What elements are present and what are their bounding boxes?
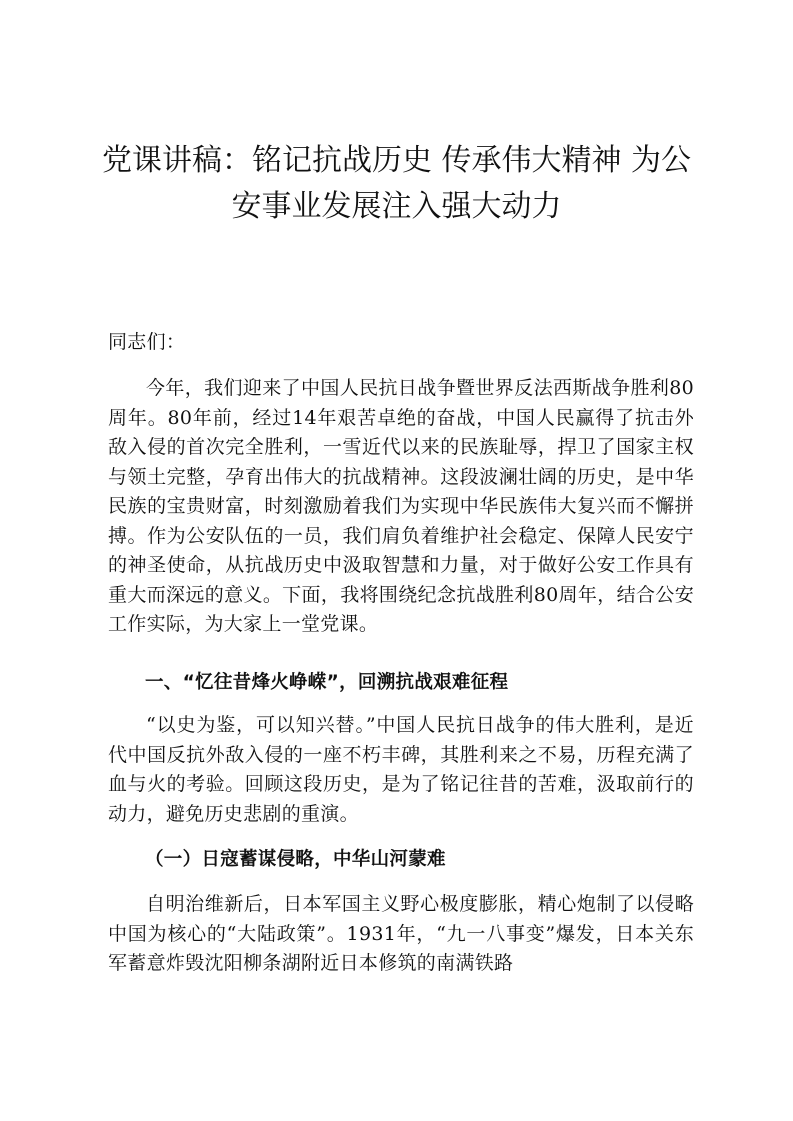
salutation: 同志们：: [108, 331, 186, 353]
intro-paragraph: 今年，我们迎来了中国人民抗日战争暨世界反法西斯战争胜利80周年。80年前，经过14年艰苦卓绝的奋战，中国人民赢得了抗击外敌入侵的首次完全胜利，一雪近代以来的民族耻辱，捍卫了国家主权与领土完整，孕育出伟大的抗战精神。这段波澜壮阔的历史，是中华民族的宝贵财富，时刻激励着我们为实现中华民族伟大复兴而不懈拼搏。作为公安队伍的一员，我们肩负着维护社会稳定、保障人民安宁的神圣使命，从抗战历史中汲取智慧和力量，对于做好公安工作具有重大而深远的意义。下面，我将围绕纪念抗战胜利80周年，结合公安工作实际，为大家上一堂党课。: [108, 377, 694, 635]
section-1-paragraph: “以史为鉴，可以知兴替。”中国人民抗日战争的伟大胜利，是近代中国反抗外敌入侵的一座不朽丰碑，其胜利来之不易，历程充满了血与火的考验。回顾这段历史，是为了铭记往昔的苦难，汲取前行的动力，避免历史悲剧的重演。: [108, 714, 694, 825]
document-title: 党课讲稿：铭记抗战历史 传承伟大精神 为公安事业发展注入强大动力: [101, 143, 692, 224]
subsection-1-heading: （一）日寇蓄谋侵略，中华山河蒙难: [145, 849, 446, 870]
section-1-heading: 一、“忆往昔烽火峥嵘”，回溯抗战艰难征程: [145, 672, 509, 693]
subsection-1-paragraph: 自明治维新后，日本军国主义野心极度膨胀，精心炮制了以侵略中国为核心的“大陆政策”。1931年，“九一八事变”爆发，日本关东军蓄意炸毁沈阳柳条湖附近日本修筑的南满铁路: [108, 893, 694, 974]
